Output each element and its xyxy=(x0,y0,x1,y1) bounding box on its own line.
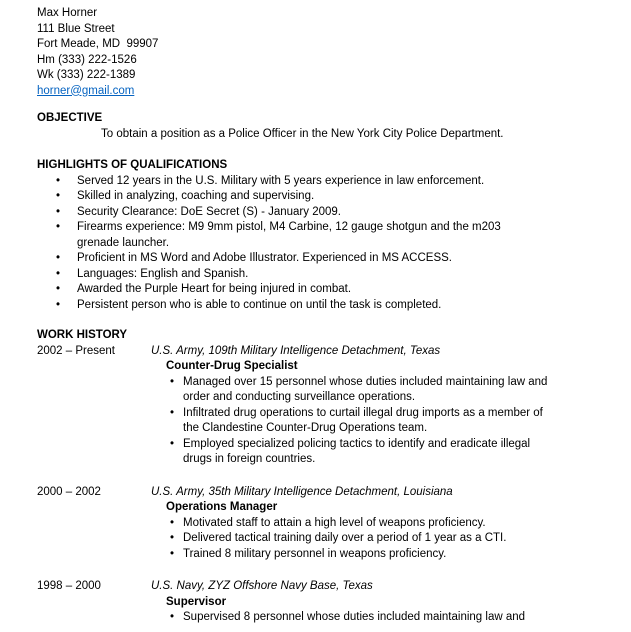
job-dates: 1998 – 2000 xyxy=(37,580,101,592)
work-history-section xyxy=(37,328,629,626)
qualification-item: • Firearms experience: M9 9mm pistol, M4 Carbine, 12 gauge shotgun and the m203 grenade launcher. xyxy=(37,220,517,251)
contact-block xyxy=(37,6,629,99)
job-details xyxy=(151,579,558,626)
job-bullet: • Employed specialized policing tactics to identify and eradicate illegal drugs in foreign countries. xyxy=(170,437,558,468)
qualification-item: • Persistent person who is able to continue on until the task is completed. xyxy=(37,298,517,314)
qualifications-section xyxy=(37,158,629,313)
job-dates: 2000 – 2002 xyxy=(37,485,101,498)
objective-heading: OBJECTIVE xyxy=(37,112,103,124)
email-link[interactable]: horner@gmail.com xyxy=(37,84,135,97)
job-details xyxy=(151,485,558,563)
job-details xyxy=(151,344,558,468)
job-company: U.S. Navy, ZYZ Offshore Navy Base, Texas xyxy=(151,580,373,592)
job-title: Counter-Drug Specialist xyxy=(166,360,298,372)
qualifications-heading: HIGHLIGHTS OF QUALIFICATIONS xyxy=(37,159,228,171)
job-company: U.S. Army, 109th Military Intelligence Detachment, Texas xyxy=(151,344,441,357)
qualification-item: • Served 12 years in the U.S. Military with 5 years experience in law enforcement. xyxy=(37,174,517,190)
job-title: Operations Manager xyxy=(166,501,278,513)
job-title: Supervisor xyxy=(166,595,227,608)
job-bullet: • Managed over 15 personnel whose duties included maintaining law and order and conducting surveillance operations. xyxy=(170,375,558,406)
qualification-item: • Awarded the Purple Heart for being injured in combat. xyxy=(37,282,517,298)
job-dates: 2002 – Present xyxy=(37,344,116,357)
job-bullet-list xyxy=(170,516,558,563)
objective-section xyxy=(37,111,629,142)
job-company: U.S. Army, 35th Military Intelligence Detachment, Louisiana xyxy=(151,485,453,498)
qualification-item: • Proficient in MS Word and Adobe Illustrator. Experienced in MS ACCESS. xyxy=(37,251,517,267)
job-bullet: • Infiltrated drug operations to curtail illegal drug imports as a member of the Clandestine Counter-Drug Operations team. xyxy=(170,406,558,437)
contact-city-state-zip: Fort Meade, MD 99907 xyxy=(37,38,159,50)
job-bullet-list xyxy=(170,375,558,468)
contact-home-phone: Hm (333) 222-1526 xyxy=(37,53,137,66)
job-entry xyxy=(37,344,629,468)
contact-street: 111 Blue Street xyxy=(37,22,115,35)
job-bullet-list xyxy=(170,610,558,626)
job-bullet: • Trained 8 military personnel in weapons proficiency. xyxy=(170,547,558,563)
job-bullet: • Motivated staff to attain a high level of weapons proficiency. xyxy=(170,516,558,532)
objective-text: To obtain a position as a Police Officer in the New York City Police Department. xyxy=(101,127,504,140)
contact-name: Max Horner xyxy=(37,7,98,19)
contact-work-phone: Wk (333) 222-1389 xyxy=(37,69,136,81)
qualifications-list xyxy=(37,174,517,314)
job-entry xyxy=(37,485,629,563)
qualification-item: • Skilled in analyzing, coaching and supervising. xyxy=(37,189,517,205)
job-entry xyxy=(37,579,629,626)
work-history-heading: WORK HISTORY xyxy=(37,329,128,341)
qualification-item: • Security Clearance: DoE Secret (S) - January 2009. xyxy=(37,205,517,221)
qualification-item: • Languages: English and Spanish. xyxy=(37,267,517,283)
job-bullet: • Supervised 8 personnel whose duties included maintaining law and xyxy=(170,610,558,626)
job-bullet: • Delivered tactical training daily over a period of 1 year as a CTI. xyxy=(170,531,558,547)
